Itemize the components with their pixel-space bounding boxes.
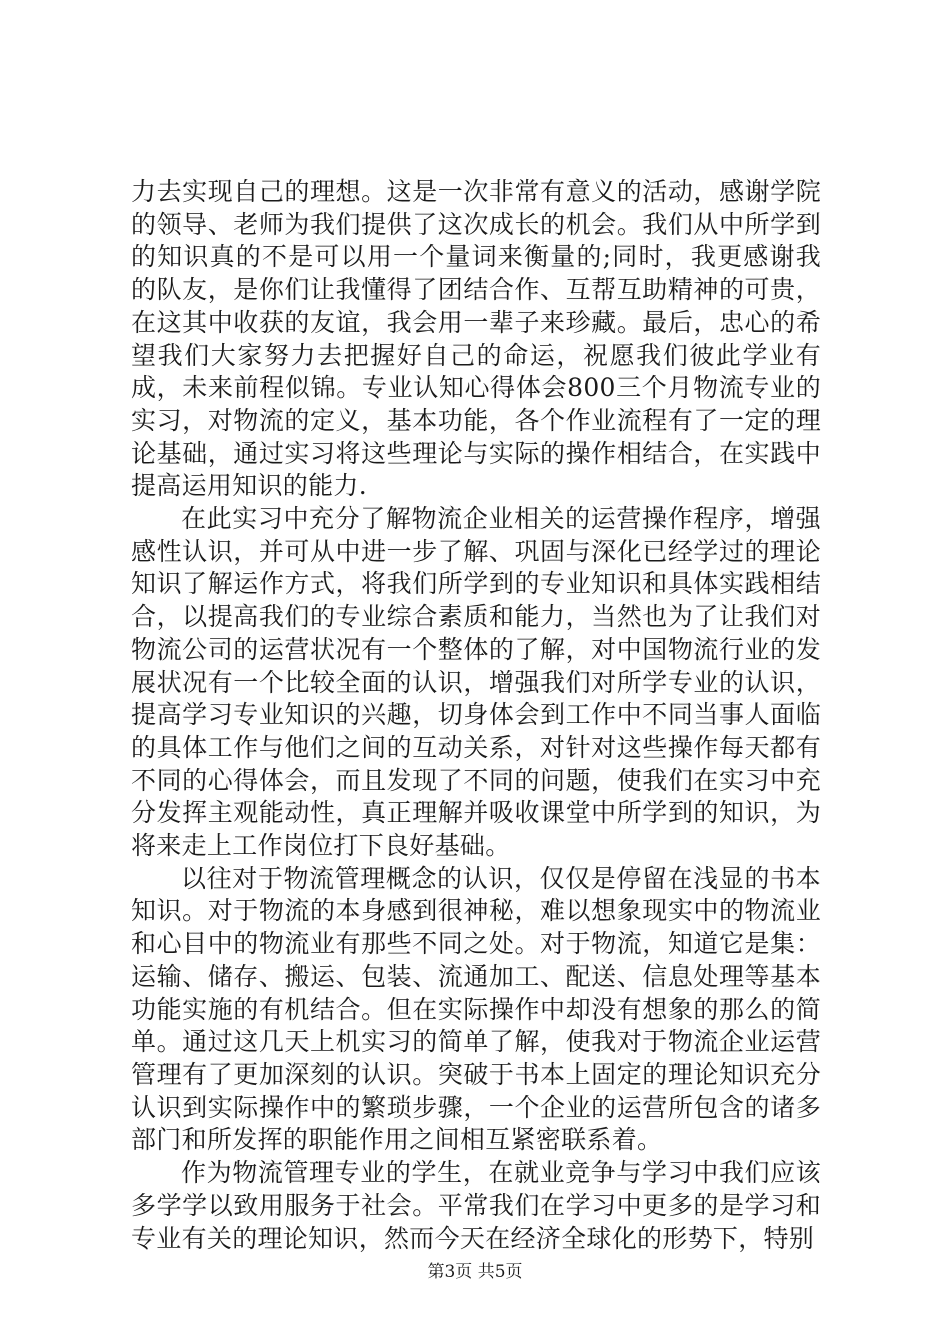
document-body [131,176,821,1255]
paragraph-4: 作为物流管理专业的学生，在就业竞争与学习中我们应该多学学以致用服务于社会。平常我们在学习中更多的是学习和专业有关的理论知识，然而今天在经济全球化的形势下，特别 [131,1158,821,1253]
paragraph-3: 以往对于物流管理概念的认识，仅仅是停留在浅显的书本知识。对于物流的本身感到很神秘，难以想象现实中的物流业和心目中的物流业有那些不同之处。对于物流，知道它是集：运输、储存、搬运、包装、流通加工、配送、信息处理等基本功能实施的有机结合。但在实际操作中却没有想象的那么的简单。通过这几天上机实习的简单了解，使我对于物流企业运营管理有了更加深刻的认识。突破于书本上固定的理论知识充分认识到实际操作中的繁琐步骤，一个企业的运营所包含的诸多部门和所发挥的职能作用之间相互紧密联系着。 [131,863,821,1155]
paragraph-2: 在此实习中充分了解物流企业相关的运营操作程序，增强感性认识，并可从中进一步了解、巩固与深化已经学过的理论知识了解运作方式，将我们所学到的专业知识和具体实践相结合，以提高我们的专业综合素质和能力，当然也为了让我们对物流公司的运营状况有一个整体的了解，对中国物流行业的发展状况有一个比较全面的认识，增强我们对所学专业的认识，提高学习专业知识的兴趣，切身体会到工作中不同当事人面临的具体工作与他们之间的互动关系，对针对这些操作每天都有不同的心得体会，而且发现了不同的问题，使我们在实习中充分发挥主观能动性，真正理解并吸收课堂中所学到的知识，为将来走上工作岗位打下良好基础。 [131,504,821,861]
page-footer: 第3页 共5页 [427,1262,523,1282]
paragraph-1: 力去实现自己的理想。这是一次非常有意义的活动，感谢学院的领导、老师为我们提供了这次成长的机会。我们从中所学到的知识真的不是可以用一个量词来衡量的;同时，我更感谢我的队友，是你们让我懂得了团结合作、互帮互助精神的可贵，在这其中收获的友谊，我会用一辈子来珍藏。最后，忠心的希望我们大家努力去把握好自己的命运，祝愿我们彼此学业有成，未来前程似锦。专业认知心得体会800三个月物流专业的实习，对物流的定义，基本功能，各个作业流程有了一定的理论基础，通过实习将这些理论与实际的操作相结合，在实践中提高运用知识的能力. [131,177,821,501]
